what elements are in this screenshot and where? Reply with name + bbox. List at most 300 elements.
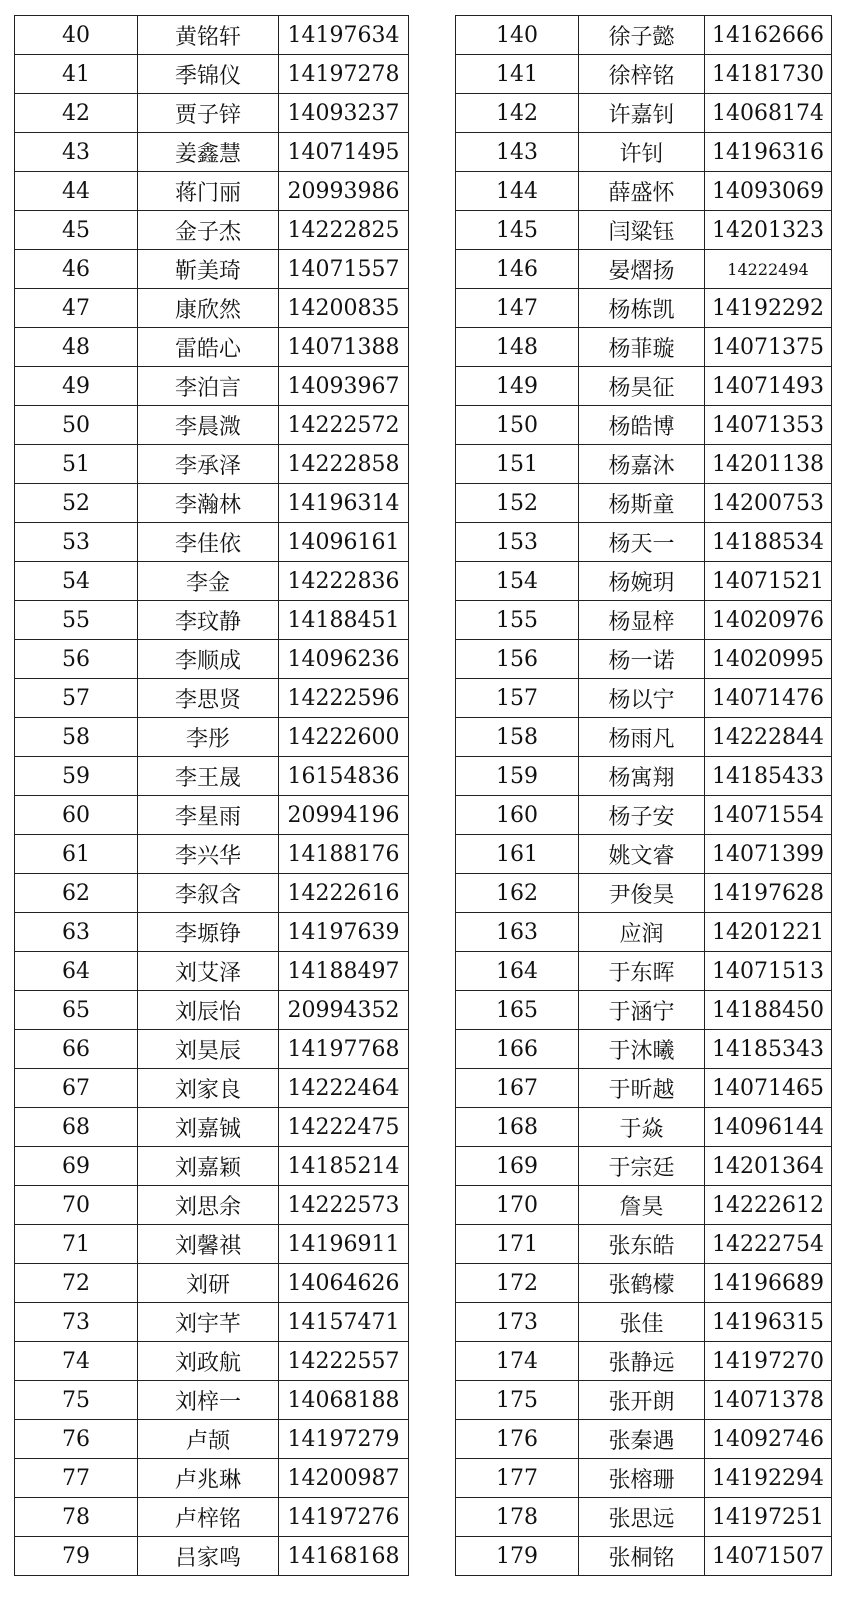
table-row <box>15 1147 409 1186</box>
row-number: 168 <box>456 1108 579 1147</box>
student-name: 张鹤檬 <box>579 1264 705 1303</box>
student-name: 刘嘉铖 <box>138 1108 279 1147</box>
right-roster-table <box>455 15 832 1576</box>
table-row <box>456 718 832 757</box>
student-id: 14071375 <box>705 328 832 367</box>
table-row <box>456 1186 832 1225</box>
row-number: 154 <box>456 562 579 601</box>
row-number: 145 <box>456 211 579 250</box>
row-number: 75 <box>15 1381 138 1420</box>
left-table-body <box>15 16 409 1576</box>
student-name: 杨婉玥 <box>579 562 705 601</box>
student-name: 李彤 <box>138 718 279 757</box>
student-id: 14200835 <box>279 289 409 328</box>
student-id: 14197639 <box>279 913 409 952</box>
row-number: 73 <box>15 1303 138 1342</box>
student-id: 14071476 <box>705 679 832 718</box>
student-id: 14185343 <box>705 1030 832 1069</box>
table-row <box>15 1108 409 1147</box>
table-row <box>456 133 832 172</box>
table-row <box>456 55 832 94</box>
student-id: 14020995 <box>705 640 832 679</box>
row-number: 52 <box>15 484 138 523</box>
student-id: 14222572 <box>279 406 409 445</box>
row-number: 155 <box>456 601 579 640</box>
student-id: 14222596 <box>279 679 409 718</box>
student-id: 14197278 <box>279 55 409 94</box>
student-id: 14168168 <box>279 1537 409 1576</box>
table-row <box>15 913 409 952</box>
row-number: 161 <box>456 835 579 874</box>
row-number: 151 <box>456 445 579 484</box>
table-row <box>456 484 832 523</box>
student-id: 14196315 <box>705 1303 832 1342</box>
student-id: 14162666 <box>705 16 832 55</box>
table-row <box>15 133 409 172</box>
table-row <box>15 991 409 1030</box>
student-name: 张桐铭 <box>579 1537 705 1576</box>
student-name: 于宗廷 <box>579 1147 705 1186</box>
row-number: 170 <box>456 1186 579 1225</box>
table-row <box>456 874 832 913</box>
row-number: 171 <box>456 1225 579 1264</box>
student-id: 14222858 <box>279 445 409 484</box>
student-name: 许钊 <box>579 133 705 172</box>
table-row <box>15 406 409 445</box>
table-row <box>456 562 832 601</box>
student-name: 李玟静 <box>138 601 279 640</box>
row-number: 158 <box>456 718 579 757</box>
table-row <box>456 16 832 55</box>
student-name: 李叙含 <box>138 874 279 913</box>
student-id: 16154836 <box>279 757 409 796</box>
row-number: 153 <box>456 523 579 562</box>
row-number: 162 <box>456 874 579 913</box>
student-name: 杨皓博 <box>579 406 705 445</box>
row-number: 164 <box>456 952 579 991</box>
table-row <box>15 523 409 562</box>
table-row <box>15 94 409 133</box>
student-id: 14093069 <box>705 172 832 211</box>
student-name: 刘馨祺 <box>138 1225 279 1264</box>
student-id: 14185214 <box>279 1147 409 1186</box>
table-row <box>15 289 409 328</box>
student-id: 14197634 <box>279 16 409 55</box>
table-row <box>456 1342 832 1381</box>
student-name: 李泊言 <box>138 367 279 406</box>
student-name: 于涵宁 <box>579 991 705 1030</box>
row-number: 147 <box>456 289 579 328</box>
table-row <box>15 211 409 250</box>
student-id: 14020976 <box>705 601 832 640</box>
student-name: 杨斯童 <box>579 484 705 523</box>
table-row <box>456 1498 832 1537</box>
student-name: 姚文睿 <box>579 835 705 874</box>
student-name: 靳美琦 <box>138 250 279 289</box>
student-name: 于昕越 <box>579 1069 705 1108</box>
table-row <box>456 757 832 796</box>
student-id: 14222464 <box>279 1069 409 1108</box>
row-number: 56 <box>15 640 138 679</box>
student-id: 20994196 <box>279 796 409 835</box>
student-id: 14071399 <box>705 835 832 874</box>
student-id: 14196911 <box>279 1225 409 1264</box>
row-number: 57 <box>15 679 138 718</box>
student-id: 14196314 <box>279 484 409 523</box>
student-id: 14201364 <box>705 1147 832 1186</box>
student-id: 14096236 <box>279 640 409 679</box>
row-number: 55 <box>15 601 138 640</box>
student-name: 刘嘉颖 <box>138 1147 279 1186</box>
table-row <box>456 1381 832 1420</box>
student-id: 14185433 <box>705 757 832 796</box>
row-number: 152 <box>456 484 579 523</box>
row-number: 77 <box>15 1459 138 1498</box>
student-id: 14197276 <box>279 1498 409 1537</box>
student-id: 14071353 <box>705 406 832 445</box>
student-id: 14222754 <box>705 1225 832 1264</box>
row-number: 178 <box>456 1498 579 1537</box>
student-name: 李塬铮 <box>138 913 279 952</box>
student-name: 康欣然 <box>138 289 279 328</box>
student-name: 刘思余 <box>138 1186 279 1225</box>
student-name: 杨显梓 <box>579 601 705 640</box>
table-row <box>15 601 409 640</box>
student-name: 李思贤 <box>138 679 279 718</box>
row-number: 172 <box>456 1264 579 1303</box>
student-name: 刘梓一 <box>138 1381 279 1420</box>
student-name: 刘政航 <box>138 1342 279 1381</box>
table-row <box>456 94 832 133</box>
student-name: 应润 <box>579 913 705 952</box>
student-name: 金子杰 <box>138 211 279 250</box>
student-name: 季锦仪 <box>138 55 279 94</box>
student-name: 杨嘉沐 <box>579 445 705 484</box>
table-row <box>15 1420 409 1459</box>
student-id: 14200987 <box>279 1459 409 1498</box>
table-row <box>456 1420 832 1459</box>
table-row <box>15 835 409 874</box>
row-number: 160 <box>456 796 579 835</box>
table-row <box>456 991 832 1030</box>
row-number: 63 <box>15 913 138 952</box>
row-number: 46 <box>15 250 138 289</box>
row-number: 143 <box>456 133 579 172</box>
row-number: 50 <box>15 406 138 445</box>
student-id: 14064626 <box>279 1264 409 1303</box>
row-number: 48 <box>15 328 138 367</box>
row-number: 45 <box>15 211 138 250</box>
student-id: 14201323 <box>705 211 832 250</box>
student-name: 杨栋凯 <box>579 289 705 328</box>
student-name: 李兴华 <box>138 835 279 874</box>
student-id: 14188497 <box>279 952 409 991</box>
row-number: 169 <box>456 1147 579 1186</box>
student-name: 吕家鸣 <box>138 1537 279 1576</box>
student-name: 刘艾泽 <box>138 952 279 991</box>
table-row <box>15 1342 409 1381</box>
table-row <box>456 367 832 406</box>
student-id: 14196316 <box>705 133 832 172</box>
student-name: 闫粱钰 <box>579 211 705 250</box>
table-row <box>456 289 832 328</box>
table-row <box>15 1381 409 1420</box>
row-number: 60 <box>15 796 138 835</box>
student-id: 14200753 <box>705 484 832 523</box>
row-number: 43 <box>15 133 138 172</box>
student-name: 黄铭轩 <box>138 16 279 55</box>
student-id: 14188450 <box>705 991 832 1030</box>
table-row <box>456 679 832 718</box>
student-name: 刘研 <box>138 1264 279 1303</box>
row-number: 78 <box>15 1498 138 1537</box>
student-id: 14068174 <box>705 94 832 133</box>
table-row <box>15 757 409 796</box>
table-row <box>456 1459 832 1498</box>
table-row <box>456 601 832 640</box>
row-number: 71 <box>15 1225 138 1264</box>
row-number: 157 <box>456 679 579 718</box>
table-row <box>456 406 832 445</box>
row-number: 53 <box>15 523 138 562</box>
student-id: 14197251 <box>705 1498 832 1537</box>
table-row <box>15 562 409 601</box>
student-id: 14096161 <box>279 523 409 562</box>
student-name: 姜鑫慧 <box>138 133 279 172</box>
table-row <box>456 211 832 250</box>
row-number: 76 <box>15 1420 138 1459</box>
table-row <box>456 1030 832 1069</box>
table-row <box>456 640 832 679</box>
student-name: 刘昊辰 <box>138 1030 279 1069</box>
student-id: 14197628 <box>705 874 832 913</box>
student-id: 14196689 <box>705 1264 832 1303</box>
row-number: 166 <box>456 1030 579 1069</box>
table-row <box>15 1537 409 1576</box>
student-name: 杨昊征 <box>579 367 705 406</box>
row-number: 41 <box>15 55 138 94</box>
table-row <box>456 1225 832 1264</box>
student-id: 14071513 <box>705 952 832 991</box>
student-name: 杨寓翔 <box>579 757 705 796</box>
student-id: 14188451 <box>279 601 409 640</box>
row-number: 61 <box>15 835 138 874</box>
row-number: 54 <box>15 562 138 601</box>
row-number: 70 <box>15 1186 138 1225</box>
student-name: 杨菲璇 <box>579 328 705 367</box>
student-name: 卢颉 <box>138 1420 279 1459</box>
student-id: 14071557 <box>279 250 409 289</box>
row-number: 156 <box>456 640 579 679</box>
row-number: 165 <box>456 991 579 1030</box>
table-row <box>15 16 409 55</box>
left-roster-table <box>14 15 409 1576</box>
table-row <box>15 1225 409 1264</box>
student-id: 14071495 <box>279 133 409 172</box>
student-id: 14071507 <box>705 1537 832 1576</box>
table-row <box>15 679 409 718</box>
row-number: 174 <box>456 1342 579 1381</box>
student-name: 刘宇芊 <box>138 1303 279 1342</box>
student-id: 14157471 <box>279 1303 409 1342</box>
row-number: 74 <box>15 1342 138 1381</box>
row-number: 49 <box>15 367 138 406</box>
student-id: 14222557 <box>279 1342 409 1381</box>
student-name: 刘辰怡 <box>138 991 279 1030</box>
table-row <box>15 328 409 367</box>
row-number: 79 <box>15 1537 138 1576</box>
row-number: 69 <box>15 1147 138 1186</box>
table-row <box>15 172 409 211</box>
student-name: 张东皓 <box>579 1225 705 1264</box>
student-id: 14188534 <box>705 523 832 562</box>
student-name: 薛盛怀 <box>579 172 705 211</box>
student-id: 14093237 <box>279 94 409 133</box>
student-name: 杨天一 <box>579 523 705 562</box>
row-number: 144 <box>456 172 579 211</box>
student-name: 刘家良 <box>138 1069 279 1108</box>
student-name: 卢梓铭 <box>138 1498 279 1537</box>
student-id: 14093967 <box>279 367 409 406</box>
row-number: 148 <box>456 328 579 367</box>
table-row <box>456 796 832 835</box>
row-number: 64 <box>15 952 138 991</box>
row-number: 68 <box>15 1108 138 1147</box>
table-row <box>456 523 832 562</box>
student-id: 14201221 <box>705 913 832 952</box>
row-number: 141 <box>456 55 579 94</box>
student-name: 李佳依 <box>138 523 279 562</box>
row-number: 65 <box>15 991 138 1030</box>
student-id: 14192292 <box>705 289 832 328</box>
student-id: 14197768 <box>279 1030 409 1069</box>
student-name: 杨子安 <box>579 796 705 835</box>
student-name: 于东晖 <box>579 952 705 991</box>
row-number: 47 <box>15 289 138 328</box>
student-id: 14192294 <box>705 1459 832 1498</box>
student-name: 张秦遇 <box>579 1420 705 1459</box>
table-row <box>15 55 409 94</box>
student-name: 杨一诺 <box>579 640 705 679</box>
row-number: 177 <box>456 1459 579 1498</box>
row-number: 44 <box>15 172 138 211</box>
student-id: 14188176 <box>279 835 409 874</box>
row-number: 72 <box>15 1264 138 1303</box>
student-name: 尹俊昊 <box>579 874 705 913</box>
right-table-body <box>456 16 832 1576</box>
student-name: 于沐曦 <box>579 1030 705 1069</box>
student-name: 张榕珊 <box>579 1459 705 1498</box>
student-id: 14071521 <box>705 562 832 601</box>
row-number: 140 <box>456 16 579 55</box>
student-id: 20994352 <box>279 991 409 1030</box>
table-row <box>15 1069 409 1108</box>
row-number: 175 <box>456 1381 579 1420</box>
student-name: 张静远 <box>579 1342 705 1381</box>
table-row <box>15 796 409 835</box>
student-id: 14201138 <box>705 445 832 484</box>
student-id: 20993986 <box>279 172 409 211</box>
row-number: 66 <box>15 1030 138 1069</box>
table-row <box>456 172 832 211</box>
row-number: 150 <box>456 406 579 445</box>
student-id: 14071493 <box>705 367 832 406</box>
table-row <box>456 835 832 874</box>
row-number: 167 <box>456 1069 579 1108</box>
table-row <box>15 250 409 289</box>
table-row <box>456 1147 832 1186</box>
table-row <box>15 445 409 484</box>
student-name: 张思远 <box>579 1498 705 1537</box>
student-name: 杨雨凡 <box>579 718 705 757</box>
student-id: 14096144 <box>705 1108 832 1147</box>
student-name: 张开朗 <box>579 1381 705 1420</box>
student-id: 14222612 <box>705 1186 832 1225</box>
student-name: 杨以宁 <box>579 679 705 718</box>
student-id: 14071465 <box>705 1069 832 1108</box>
table-row <box>456 1069 832 1108</box>
row-number: 59 <box>15 757 138 796</box>
student-name: 贾子锌 <box>138 94 279 133</box>
table-row <box>15 1186 409 1225</box>
student-name: 于焱 <box>579 1108 705 1147</box>
student-name: 李顺成 <box>138 640 279 679</box>
student-name: 李承泽 <box>138 445 279 484</box>
row-number: 42 <box>15 94 138 133</box>
row-number: 173 <box>456 1303 579 1342</box>
student-name: 徐梓铭 <box>579 55 705 94</box>
row-number: 62 <box>15 874 138 913</box>
table-row <box>456 952 832 991</box>
student-id: 14222836 <box>279 562 409 601</box>
student-id: 14197270 <box>705 1342 832 1381</box>
student-id: 14222494 <box>705 250 832 289</box>
table-row <box>15 367 409 406</box>
row-number: 142 <box>456 94 579 133</box>
student-name: 李瀚林 <box>138 484 279 523</box>
student-name: 李星雨 <box>138 796 279 835</box>
table-row <box>456 1537 832 1576</box>
row-number: 67 <box>15 1069 138 1108</box>
row-number: 149 <box>456 367 579 406</box>
student-id: 14181730 <box>705 55 832 94</box>
student-name: 詹昊 <box>579 1186 705 1225</box>
row-number: 159 <box>456 757 579 796</box>
table-row <box>15 1303 409 1342</box>
row-number: 176 <box>456 1420 579 1459</box>
student-id: 14068188 <box>279 1381 409 1420</box>
table-row <box>456 445 832 484</box>
table-row <box>456 1264 832 1303</box>
student-name: 李晨溦 <box>138 406 279 445</box>
student-id: 14222475 <box>279 1108 409 1147</box>
student-id: 14197279 <box>279 1420 409 1459</box>
table-row <box>15 952 409 991</box>
table-row <box>456 913 832 952</box>
student-name: 许嘉钊 <box>579 94 705 133</box>
student-id: 14222825 <box>279 211 409 250</box>
table-row <box>15 1459 409 1498</box>
row-number: 163 <box>456 913 579 952</box>
row-number: 58 <box>15 718 138 757</box>
student-id: 14222600 <box>279 718 409 757</box>
table-row <box>15 640 409 679</box>
student-id: 14071388 <box>279 328 409 367</box>
table-row <box>15 718 409 757</box>
row-number: 51 <box>15 445 138 484</box>
student-id: 14092746 <box>705 1420 832 1459</box>
student-id: 14222844 <box>705 718 832 757</box>
